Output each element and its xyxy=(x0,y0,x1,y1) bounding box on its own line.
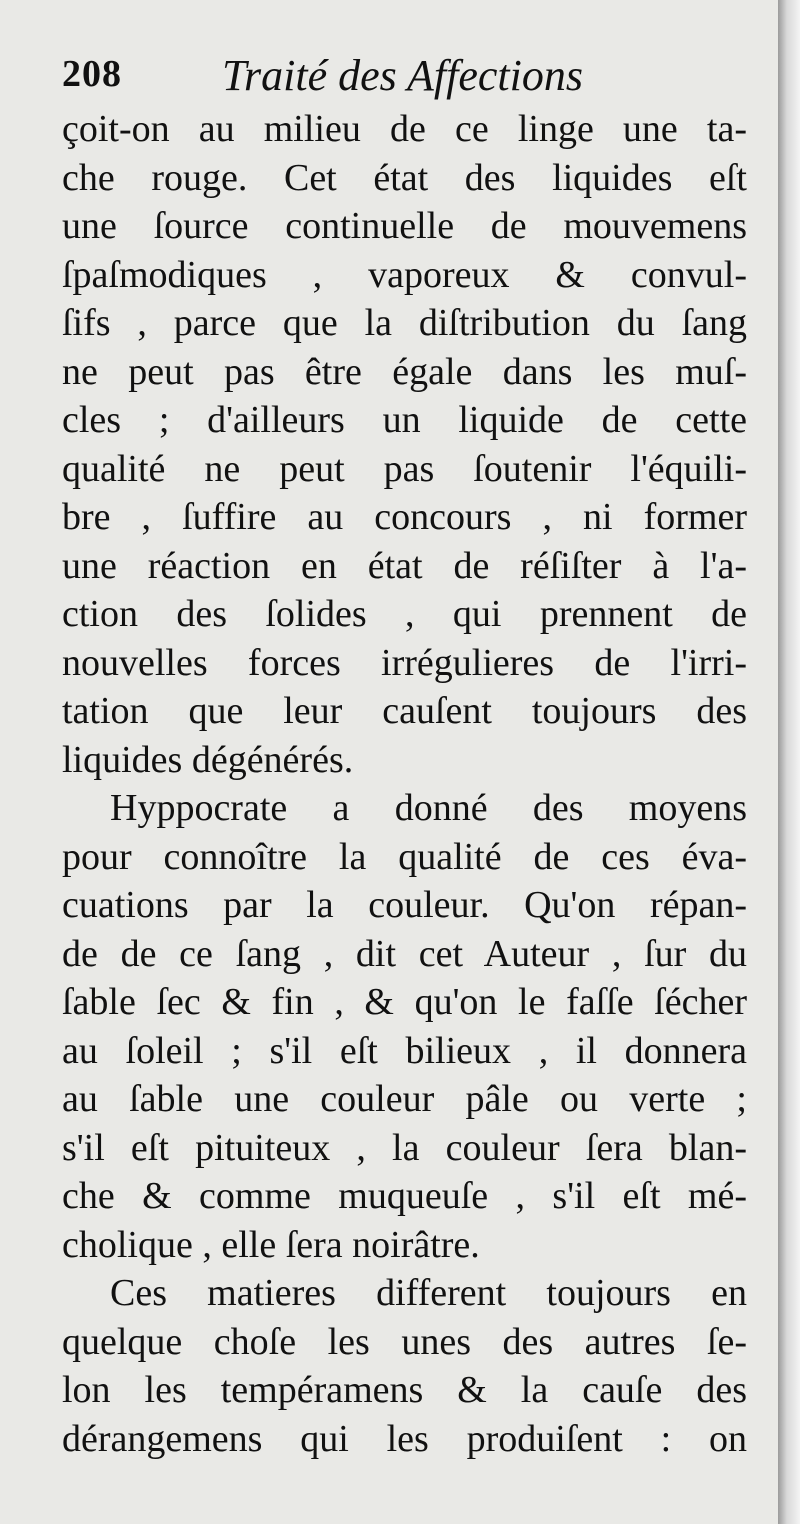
text-line: ne peut pas être égale dans les muſ- xyxy=(62,350,747,393)
text-line: tation que leur cauſent toujours des xyxy=(62,690,747,732)
text-line: au ſoleil ; s'il eſt bilieux , il donnera xyxy=(62,1029,747,1072)
text-line: Ces matieres different toujours en xyxy=(110,1272,747,1314)
text-line: de de ce ſang , dit cet Auteur , ſur du xyxy=(62,932,747,975)
text-line: quelque choſe les unes des autres ſe- xyxy=(62,1320,747,1363)
text-line: bre , ſuffire au concours , ni former xyxy=(62,496,747,538)
text-line: dérangemens qui les produiſent : on xyxy=(62,1417,747,1460)
text-line: che rouge. Cet état des liquides eſt xyxy=(62,156,747,199)
text-line: cles ; d'ailleurs un liquide de cette xyxy=(62,399,747,441)
text-line: pour connoître la qualité de ces éva- xyxy=(62,835,747,878)
text-line: ſpaſmodiques , vaporeux & convul- xyxy=(62,253,747,296)
text-line: s'il eſt pituiteux , la couleur ſera blan- xyxy=(62,1126,747,1169)
text-line: cholique , elle ſera noirâtre. xyxy=(62,1223,480,1266)
text-line: Hyppocrate a donné des moyens xyxy=(110,787,747,829)
text-line: une réaction en état de réſiſter à l'a- xyxy=(62,544,747,587)
running-head: Traité des Affections xyxy=(222,51,583,100)
text-line: cuations par la couleur. Qu'on répan- xyxy=(62,884,747,926)
page-header xyxy=(62,50,742,110)
text-line: une ſource continuelle de mouvemens xyxy=(62,205,747,247)
page-number: 208 xyxy=(62,53,122,95)
text-line: liquides dégénérés. xyxy=(62,738,354,781)
text-line: çoit-on au milieu de ce linge une ta- xyxy=(62,108,747,150)
text-line: che & comme muqueuſe , s'il eſt mé- xyxy=(62,1175,747,1217)
page-edge-shadow xyxy=(778,0,800,1524)
text-line: ſable ſec & fin , & qu'on le faſſe ſécher xyxy=(62,981,747,1023)
text-line: lon les tempéramens & la cauſe des xyxy=(62,1369,747,1411)
body-text xyxy=(62,105,747,1463)
text-line: ſifs , parce que la diſtribution du ſang xyxy=(62,302,747,344)
text-line: nouvelles forces irrégulieres de l'irri- xyxy=(62,641,747,684)
text-line: ction des ſolides , qui prennent de xyxy=(62,593,747,635)
text-line: au ſable une couleur pâle ou verte ; xyxy=(62,1078,747,1120)
text-line: qualité ne peut pas ſoutenir l'équili- xyxy=(62,447,747,490)
